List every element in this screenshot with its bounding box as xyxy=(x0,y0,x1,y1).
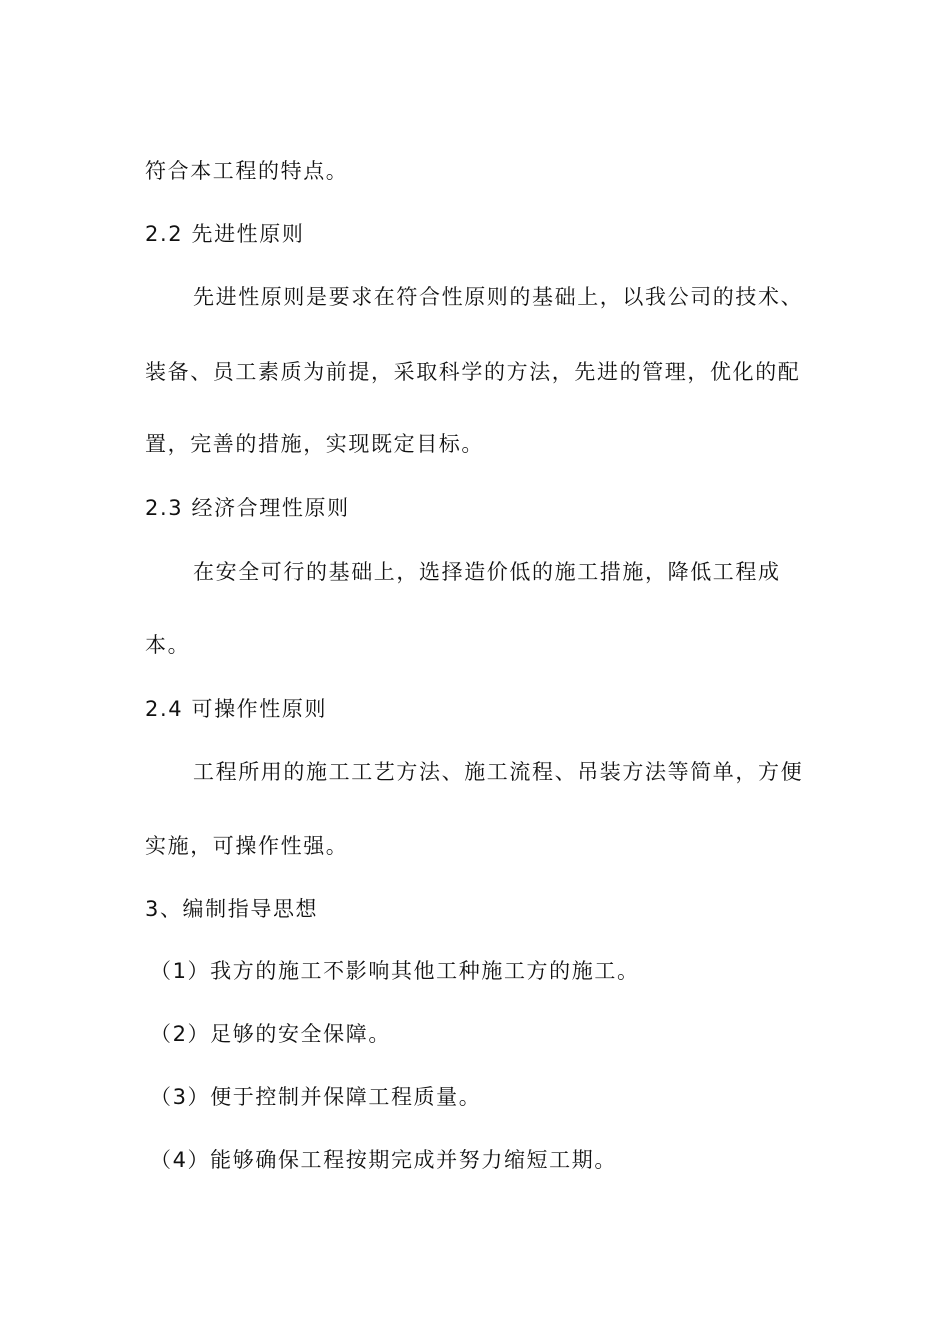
list-item: （4）能够确保工程按期完成并努力缩短工期。 xyxy=(150,1148,617,1172)
paragraph-line: 工程所用的施工工艺方法、施工流程、吊装方法等简单，方便 xyxy=(193,760,804,784)
list-item: （1）我方的施工不影响其他工种施工方的施工。 xyxy=(150,959,640,983)
paragraph-line: 先进性原则是要求在符合性原则的基础上，以我公司的技术、 xyxy=(193,285,804,309)
paragraph-line: 装备、员工素质为前提，采取科学的方法，先进的管理，优化的配 xyxy=(145,360,801,384)
paragraph-line: 符合本工程的特点。 xyxy=(145,159,349,183)
list-item: （2）足够的安全保障。 xyxy=(150,1022,391,1046)
list-item: （3）便于控制并保障工程质量。 xyxy=(150,1085,482,1109)
paragraph-line: 实施，可操作性强。 xyxy=(145,834,349,858)
section-heading-2-3: 2.3 经济合理性原则 xyxy=(145,496,350,520)
section-heading-3: 3、编制指导思想 xyxy=(145,897,319,921)
paragraph-line: 本。 xyxy=(145,633,191,657)
paragraph-line: 置，完善的措施，实现既定目标。 xyxy=(145,432,484,456)
section-heading-2-4: 2.4 可操作性原则 xyxy=(145,697,328,721)
paragraph-line: 在安全可行的基础上，选择造价低的施工措施，降低工程成 xyxy=(193,560,781,584)
section-heading-2-2: 2.2 先进性原则 xyxy=(145,222,305,246)
